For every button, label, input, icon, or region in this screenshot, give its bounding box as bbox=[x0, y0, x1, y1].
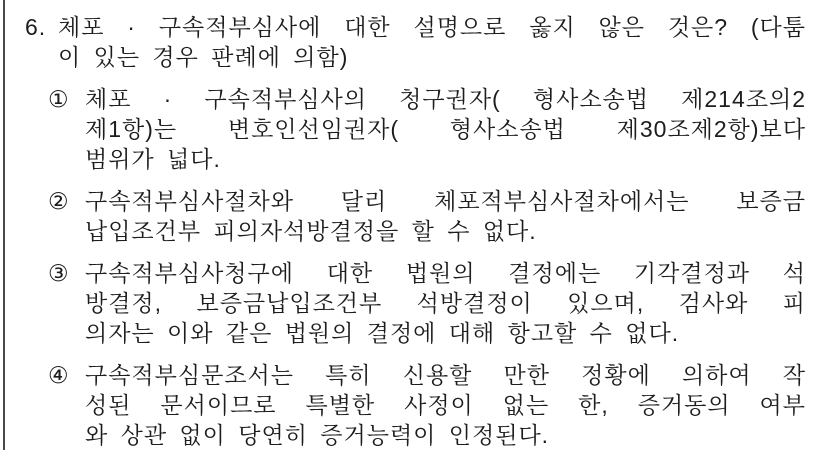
option-4-line-2: 성된 문서이므로 특별한 사정이 없는 한, 증거동의 여부 bbox=[85, 392, 806, 418]
option-4-line-3: 와 상관 없이 당연히 증거능력이 인정된다. bbox=[85, 422, 550, 448]
option-2-line-2: 납입조건부 피의자석방결정을 할 수 없다. bbox=[85, 218, 537, 244]
option-4-text bbox=[85, 360, 806, 450]
option-1-line-1: 체포 · 구속적부심사의 청구권자( 형사소송법 제214조의2 bbox=[85, 86, 806, 112]
option-2-marker: ② bbox=[48, 188, 70, 214]
option-1-text bbox=[85, 84, 806, 174]
option-3-text bbox=[85, 258, 806, 348]
option-2-line-1: 구속적부심사절차와 달리 체포적부심사절차에서는 보증금 bbox=[85, 188, 806, 214]
option-1 bbox=[0, 84, 826, 174]
option-4-line-1: 구속적부심문조서는 특히 신용할 만한 정황에 의하여 작 bbox=[85, 362, 806, 388]
question-text-line-2: 이 있는 경우 판례에 의함) bbox=[58, 44, 349, 70]
question-text bbox=[58, 12, 806, 72]
option-3-line-2: 방결정, 보증금납입조건부 석방결정이 있으며, 검사와 피 bbox=[85, 290, 806, 316]
option-3-line-3: 의자는 이와 같은 법원의 결정에 대해 항고할 수 없다. bbox=[85, 320, 680, 346]
question-6 bbox=[0, 12, 826, 72]
option-3 bbox=[0, 258, 826, 348]
option-4-marker: ④ bbox=[48, 362, 70, 388]
option-1-line-3: 범위가 넓다. bbox=[85, 146, 221, 172]
option-3-line-1: 구속적부심사청구에 대한 법원의 결정에는 기각결정과 석 bbox=[85, 260, 806, 286]
question-text-line-1: 체포 · 구속적부심사에 대한 설명으로 옳지 않은 것은? (다툼 bbox=[58, 14, 806, 40]
option-1-marker: ① bbox=[48, 86, 70, 112]
option-3-marker: ③ bbox=[48, 260, 70, 286]
option-4 bbox=[0, 360, 826, 450]
option-2-text bbox=[85, 186, 806, 246]
option-1-line-2: 제1항)는 변호인선임권자( 형사소송법 제30조제2항)보다 bbox=[85, 116, 806, 142]
option-2 bbox=[0, 186, 826, 246]
question-number: 6. bbox=[25, 14, 47, 40]
